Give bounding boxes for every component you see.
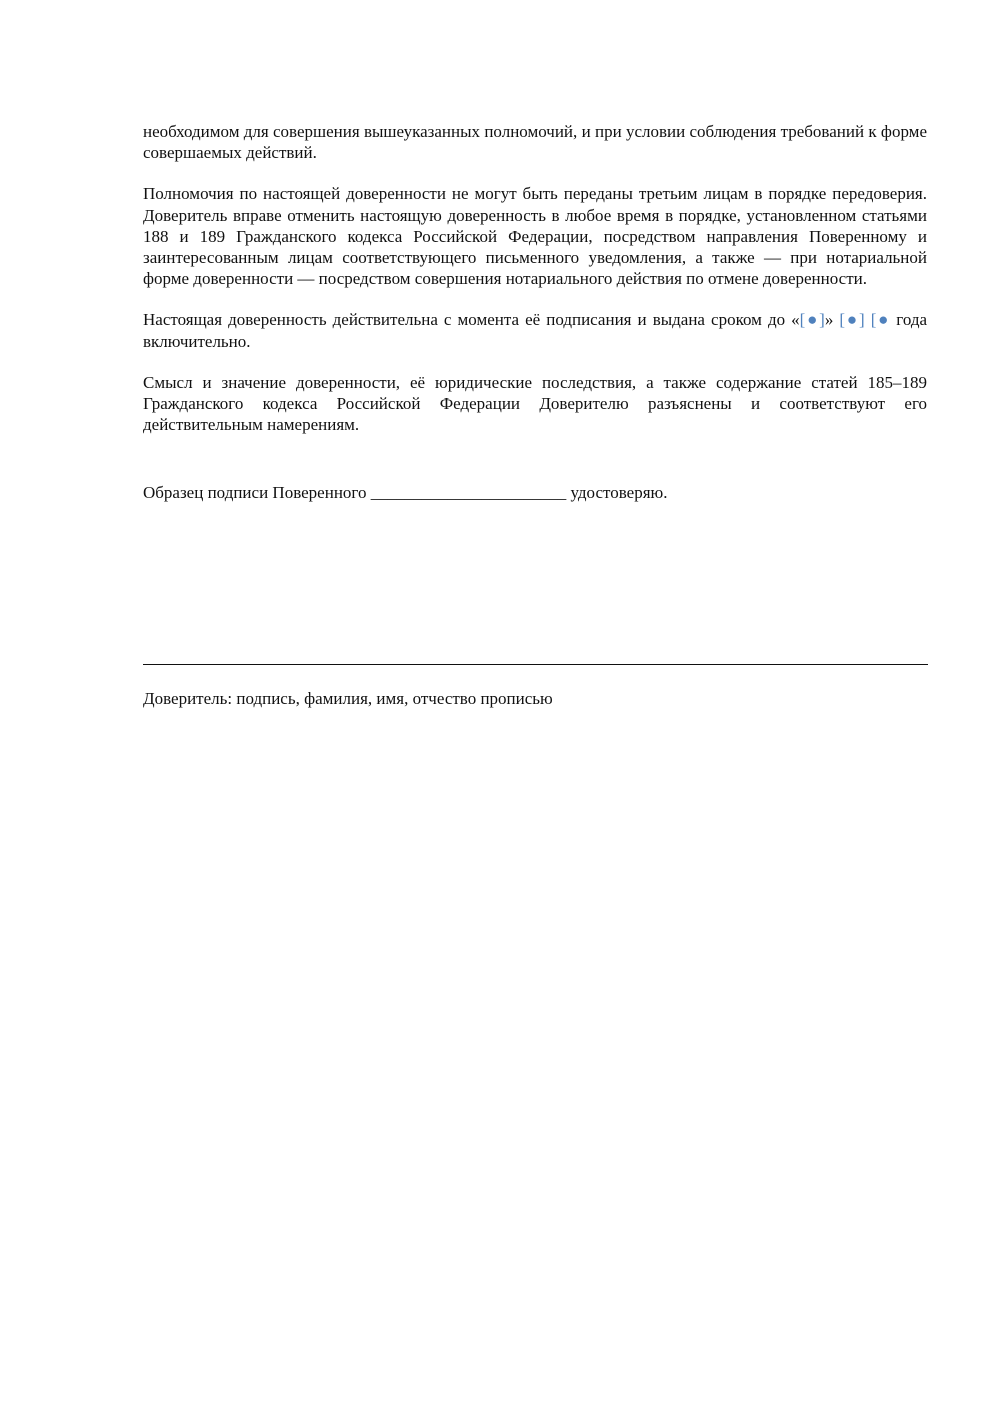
paragraph-meaning: Смысл и значение доверенности, её юридические последствия, а также содержание статей 185–189 Гражданского кодекса Российской Федерации Доверителю разъяснены и соответствуют его действительным намерениям. (143, 372, 927, 435)
signature-sample-blank: _______________________ (370, 483, 567, 503)
validity-text-after: года включительно. (143, 310, 928, 351)
day-placeholder: [●] (799, 310, 825, 330)
validity-text-before: Настоящая доверенность действительна с момента её подписания и выдана сроком до « (143, 310, 800, 330)
signature-rule (143, 664, 928, 665)
signature-sample-suffix: удостоверяю. (570, 483, 668, 503)
signature-sample-line (143, 482, 927, 503)
signature-sample-label: Образец подписи Поверенного (143, 483, 367, 503)
paragraph-continuation: необходимом для совершения вышеуказанных полномочий, и при условии соблюдения требований к форме совершаемых действий. (143, 122, 927, 163)
signature-caption: Доверитель: подпись, фамилия, имя, отчество прописью (143, 689, 553, 708)
validity-quote-close: » (824, 310, 834, 330)
month-placeholder: [●] (839, 310, 865, 330)
paragraph-delegation: Полномочия по настоящей доверенности не могут быть переданы третьим лицам в порядке передоверия. Доверитель вправе отменить настоящую доверенность в любое время в порядке, установленном статьями 188 и 189 Гражданского кодекса Российской Федерации, посредством направления Поверенному и заинтересованным лицам соответствующего письменного уведомления, а также — при нотариальной форме доверенности — посредством совершения нотариального действия по отмене доверенности. (143, 184, 927, 289)
paragraph-validity (143, 309, 927, 351)
year-placeholder: [● (870, 310, 891, 330)
document-body (143, 121, 927, 504)
